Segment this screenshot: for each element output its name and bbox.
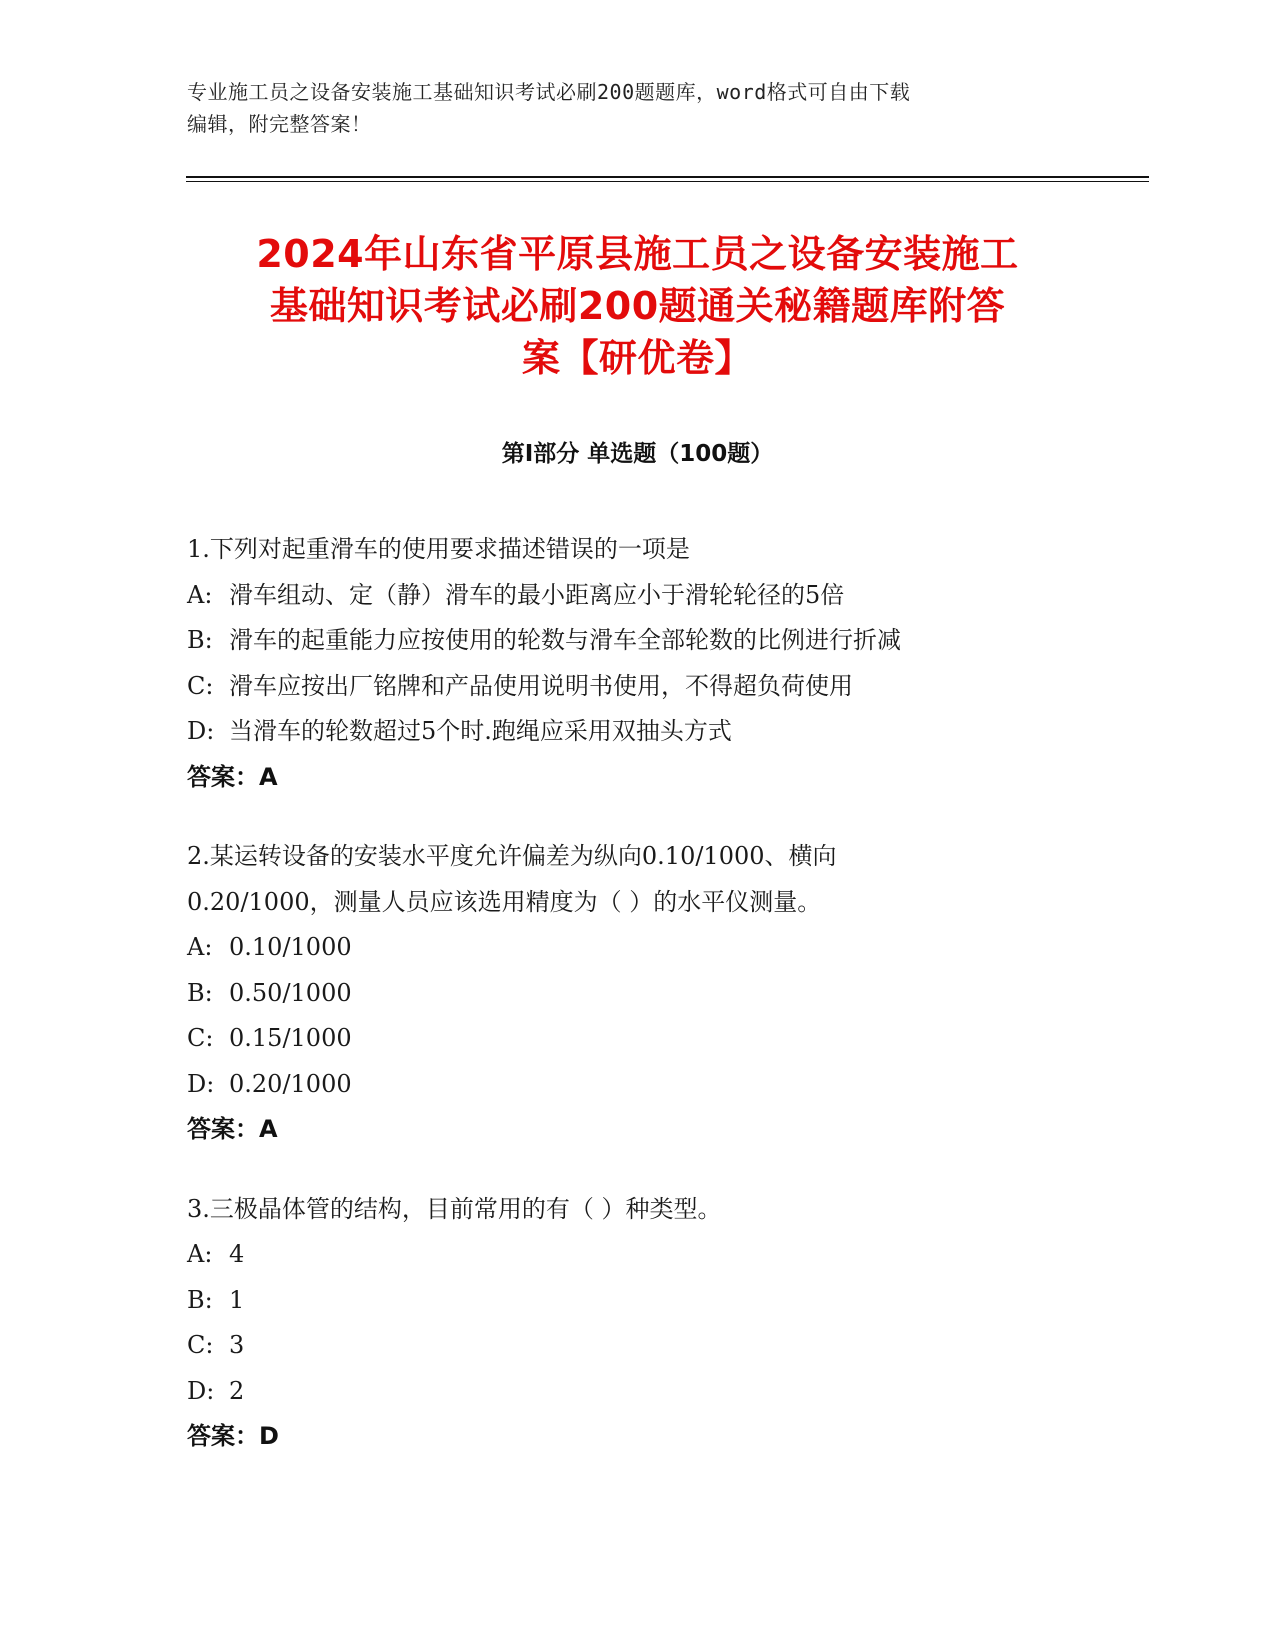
option-d xyxy=(187,1062,1087,1108)
option-letter: C: xyxy=(187,1331,214,1359)
option-a xyxy=(187,1232,1087,1278)
option-text: 滑车应按出厂铭牌和产品使用说明书使用，不得超负荷使用 xyxy=(229,671,853,700)
option-letter: A: xyxy=(187,580,213,609)
option-d xyxy=(187,709,1087,755)
question-stem: 3.三极晶体管的结构，目前常用的有（ ）种类型。 xyxy=(187,1194,722,1223)
answer-label: 答案：D xyxy=(187,1422,279,1450)
option-letter: D: xyxy=(187,1069,215,1098)
document-title xyxy=(160,228,1115,384)
option-text: 0.15/1000 xyxy=(229,1024,352,1052)
option-text: 0.50/1000 xyxy=(229,978,352,1007)
question-stem: 2.某运转设备的安装水平度允许偏差为纵向0.10/1000、横向 xyxy=(187,842,837,870)
option-letter: D: xyxy=(187,717,215,745)
option-letter: B: xyxy=(187,1285,213,1314)
answer-label: 答案：A xyxy=(187,762,278,791)
header-note-line-1: 专业施工员之设备安装施工基础知识考试必刷200题题库，word格式可自由下载 xyxy=(187,80,911,104)
option-letter: B: xyxy=(187,626,213,654)
section-heading: 第Ⅰ部分 单选题（100题） xyxy=(501,441,774,467)
question-list xyxy=(187,527,1087,1494)
option-letter: D: xyxy=(187,1376,215,1405)
option-text: 4 xyxy=(229,1240,245,1268)
document-title-line-1: 2024年山东省平原县施工员之设备安装施工 xyxy=(256,232,1019,276)
option-letter: B: xyxy=(187,978,213,1007)
header-note xyxy=(187,76,1067,140)
option-a xyxy=(187,925,1087,971)
option-text: 1 xyxy=(229,1285,245,1314)
option-a xyxy=(187,573,1087,619)
question-3 xyxy=(187,1187,1087,1460)
option-b xyxy=(187,1278,1087,1324)
option-text: 滑车的起重能力应按使用的轮数与滑车全部轮数的比例进行折减 xyxy=(229,626,901,654)
option-text: 0.20/1000 xyxy=(229,1069,352,1098)
question-stem-continued: 0.20/1000，测量人员应该选用精度为（ ）的水平仪测量。 xyxy=(187,887,822,916)
option-letter: A: xyxy=(187,1240,213,1268)
option-b xyxy=(187,971,1087,1017)
answer-label: 答案：A xyxy=(187,1115,278,1143)
option-letter: A: xyxy=(187,933,213,961)
option-text: 当滑车的轮数超过5个时.跑绳应采用双抽头方式 xyxy=(229,717,732,745)
option-c xyxy=(187,1016,1087,1062)
option-text: 滑车组动、定（静）滑车的最小距离应小于滑轮轮径的5倍 xyxy=(229,580,845,609)
option-letter: C: xyxy=(187,671,214,700)
document-title-line-3: 案【研优卷】 xyxy=(521,336,753,380)
question-stem: 1.下列对起重滑车的使用要求描述错误的一项是 xyxy=(187,535,690,563)
option-text: 3 xyxy=(229,1331,245,1359)
document-title-line-2: 基础知识考试必刷200题通关秘籍题库附答 xyxy=(269,284,1006,328)
header-note-line-2: 编辑，附完整答案！ xyxy=(187,112,372,136)
option-d xyxy=(187,1369,1087,1415)
option-text: 0.10/1000 xyxy=(229,933,352,961)
question-1 xyxy=(187,527,1087,800)
header-divider-thick xyxy=(186,176,1149,178)
question-2 xyxy=(187,834,1087,1153)
option-c xyxy=(187,664,1087,710)
option-letter: C: xyxy=(187,1024,214,1052)
header-divider-thin xyxy=(186,181,1149,182)
option-b xyxy=(187,618,1087,664)
option-c xyxy=(187,1323,1087,1369)
option-text: 2 xyxy=(229,1376,245,1405)
